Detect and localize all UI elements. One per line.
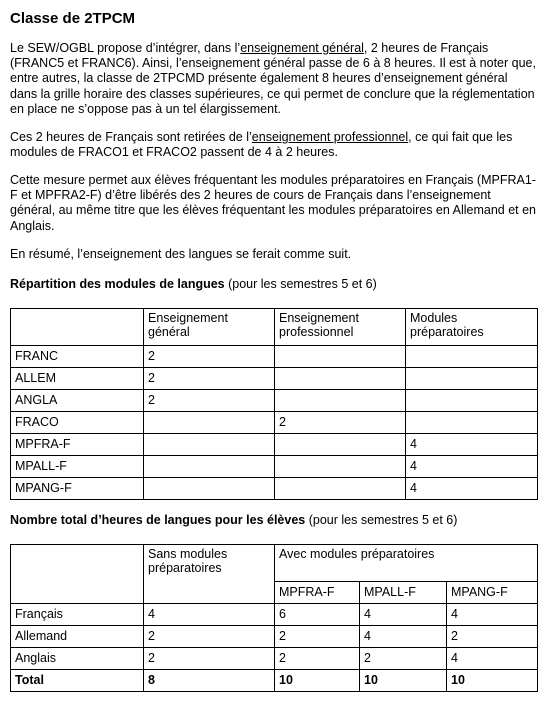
table-cell: 2 — [360, 648, 447, 670]
paragraph-2: Ces 2 heures de Français sont retirées de l’enseignement professionnel, ce qui fait que les modules de FRACO1 et FRACO2 passent de 4 à 2 heures. — [10, 130, 513, 160]
table-header-cell: MPALL-F — [360, 582, 447, 604]
table-cell — [144, 478, 275, 500]
table-row — [11, 648, 538, 670]
table-language-modules — [10, 308, 538, 500]
table-cell: 4 — [406, 434, 538, 456]
table-total-hours — [10, 544, 538, 692]
table-row — [11, 368, 538, 390]
table-cell — [406, 346, 538, 368]
underlined-term: enseignement professionnel — [251, 130, 409, 144]
table-header-cell: Enseignement professionnel — [275, 309, 406, 346]
paragraph-3: Cette mesure permet aux élèves fréquentant les modules préparatoires en Français (MPFRA1-F et MPFRA2-F) d’être libérés des 2 heures de cours de Français dans l’enseignement général, au même titre que les élèves fréquentant les modules préparatoires en Allemand et en Anglais. — [10, 173, 537, 233]
table-cell: 4 — [447, 648, 538, 670]
table-cell: 10 — [360, 670, 447, 692]
table-cell: 2 — [144, 368, 275, 390]
section-heading-2: Nombre total d’heures de langues pour les élèves (pour les semestres 5 et 6) — [10, 513, 458, 527]
underlined-term: enseignement général — [240, 41, 364, 55]
table-cell: FRACO — [11, 412, 144, 434]
table-header-row — [11, 309, 538, 346]
table-row — [11, 456, 538, 478]
table-cell: Total — [11, 670, 144, 692]
table-cell: Français — [11, 604, 144, 626]
table-row — [11, 434, 538, 456]
table-cell: 2 — [144, 648, 275, 670]
table-row — [11, 604, 538, 626]
table-cell: 2 — [275, 412, 406, 434]
table-cell: 10 — [447, 670, 538, 692]
table-cell — [275, 390, 406, 412]
table-header-cell: MPANG-F — [447, 582, 538, 604]
table-row — [11, 390, 538, 412]
table-header-cell: MPFRA-F — [275, 582, 360, 604]
table-total-row — [11, 670, 538, 692]
table-cell: 8 — [144, 670, 275, 692]
section-heading-1: Répartition des modules de langues (pour les semestres 5 et 6) — [10, 277, 377, 291]
table-cell: 4 — [406, 478, 538, 500]
paragraph-1: Le SEW/OGBL propose d’intégrer, dans l’enseignement général, 2 heures de Français (FRANC5 et FRANC6). Ainsi, l’enseignement général passe de 6 à 8 heures. Il est à noter que, entre autres, la classe de 2TPCMD présente également 8 heures d’enseignement général dans la grille horaire des classes supérieures, ce qui permet de conclure que la réglementation en place ne s’oppose pas à un tel élargissement. — [10, 41, 536, 116]
table-cell — [406, 412, 538, 434]
table-header-cell: Sans modules préparatoires — [144, 545, 275, 604]
table-cell: MPFRA-F — [11, 434, 144, 456]
table-row — [11, 412, 538, 434]
paragraph-4: En résumé, l’enseignement des langues se ferait comme suit. — [10, 247, 352, 261]
table-cell: MPANG-F — [11, 478, 144, 500]
table-cell: 4 — [360, 604, 447, 626]
table-header-cell — [11, 545, 144, 604]
table-cell — [275, 434, 406, 456]
table-cell: 2 — [447, 626, 538, 648]
table-row — [11, 626, 538, 648]
table-cell — [406, 390, 538, 412]
table-cell — [406, 368, 538, 390]
table-cell — [275, 456, 406, 478]
table-row — [11, 346, 538, 368]
table-header-cell: Modules préparatoires — [406, 309, 538, 346]
table-cell: 2 — [275, 648, 360, 670]
table-cell: MPALL-F — [11, 456, 144, 478]
table-row — [11, 478, 538, 500]
table-cell — [144, 456, 275, 478]
table-cell: ALLEM — [11, 368, 144, 390]
table-cell: 2 — [144, 346, 275, 368]
table-cell: 2 — [275, 626, 360, 648]
table-cell — [275, 368, 406, 390]
table-cell: 6 — [275, 604, 360, 626]
table-cell: 4 — [406, 456, 538, 478]
table-cell: Allemand — [11, 626, 144, 648]
table-cell: FRANC — [11, 346, 144, 368]
table-cell: 4 — [447, 604, 538, 626]
table-cell: 2 — [144, 626, 275, 648]
table-header-cell: Avec modules préparatoires — [275, 545, 538, 582]
table-header-row — [11, 545, 538, 582]
table-cell: 10 — [275, 670, 360, 692]
table-cell: 2 — [144, 390, 275, 412]
table-cell: Anglais — [11, 648, 144, 670]
page-title: Classe de 2TPCM — [10, 10, 136, 27]
table-cell — [144, 434, 275, 456]
table-cell — [144, 412, 275, 434]
table-cell: 4 — [360, 626, 447, 648]
table-cell — [275, 478, 406, 500]
table-cell: 4 — [144, 604, 275, 626]
table-header-cell: Enseignement général — [144, 309, 275, 346]
table-cell: ANGLA — [11, 390, 144, 412]
table-header-cell — [11, 309, 144, 346]
table-cell — [275, 346, 406, 368]
